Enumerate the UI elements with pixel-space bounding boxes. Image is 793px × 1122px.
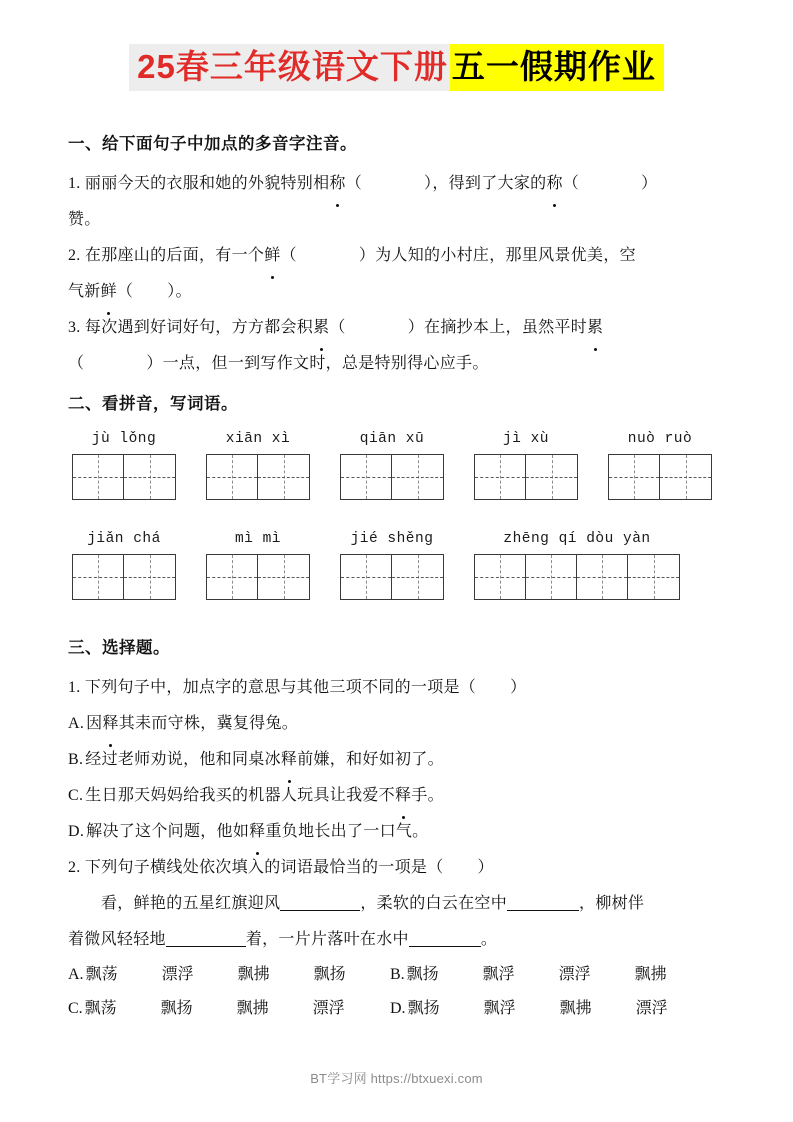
section-1-question-2-cont: 气新鲜（ ）。 bbox=[68, 274, 728, 310]
q2-option-d-word-3: 飘拂 bbox=[559, 1000, 592, 1018]
section-1-heading: 一、给下面句子中加点的多音字注音。 bbox=[68, 134, 357, 153]
section-3-question-1-stem bbox=[68, 670, 728, 706]
q2-emphasis-char-2: 鲜 bbox=[101, 274, 117, 310]
q2-option-b-word-2: 飘浮 bbox=[482, 966, 515, 984]
grid-cell[interactable] bbox=[73, 555, 124, 599]
pinyin-label-3: qiān xū bbox=[359, 431, 425, 447]
q2-option-b-word-4: 飘拂 bbox=[634, 966, 667, 984]
section-2-heading: 二、看拼音，写词语。 bbox=[68, 394, 238, 414]
grid-cell[interactable] bbox=[628, 555, 679, 599]
writing-grid-2[interactable] bbox=[206, 454, 310, 500]
grid-cell[interactable] bbox=[475, 455, 526, 499]
q2-option-a-word-2: 漂浮 bbox=[161, 966, 194, 984]
q2-passage-a: 看，鲜艳的五星红旗迎风 bbox=[101, 895, 281, 913]
grid-cell[interactable] bbox=[526, 455, 577, 499]
q2-passage-f: 。 bbox=[480, 931, 498, 949]
option-d-pre: 解决了这个问题，他如 bbox=[86, 823, 250, 841]
q1-emphasis-char-2: 称 bbox=[546, 166, 562, 202]
pinyin-grid-7 bbox=[206, 530, 310, 600]
pinyin-grid-5 bbox=[608, 430, 712, 500]
q2-passage-b: ，柔软的白云在空中 bbox=[360, 895, 508, 913]
q2-option-b-word-1: 飘扬 bbox=[406, 966, 439, 984]
q3-text-a: 3. 每次遇到好词好句，方方都会积 bbox=[68, 319, 314, 337]
writing-grid-4[interactable] bbox=[474, 454, 578, 500]
writing-grid-7[interactable] bbox=[206, 554, 310, 600]
section-3-q2-options-row-2 bbox=[68, 992, 728, 1026]
q1-text-a: 1. 丽丽今天的衣服和她的外貌特别相 bbox=[68, 175, 330, 193]
pinyin-grid-4 bbox=[474, 430, 578, 500]
q2-text-a: 2. 在那座山的后面，有一个 bbox=[68, 247, 265, 265]
q2-option-b-word-3: 漂浮 bbox=[558, 966, 591, 984]
pinyin-grid-3 bbox=[340, 430, 444, 500]
writing-grid-5[interactable] bbox=[608, 454, 712, 500]
q2-option-d-word-1: 飘扬 bbox=[407, 1000, 440, 1018]
q2-text-c: 气新 bbox=[68, 283, 101, 301]
grid-cell[interactable] bbox=[124, 555, 175, 599]
section-3-q2-passage-line-1 bbox=[68, 886, 728, 922]
q2-option-d-word-4: 漂浮 bbox=[635, 1000, 668, 1018]
pinyin-label-6: jiǎn chá bbox=[87, 531, 161, 547]
option-b-post: 前嫌，和好如初了。 bbox=[297, 751, 444, 769]
option-b-emphasis-char: 释 bbox=[281, 742, 297, 778]
q2-option-c-word-1: 飘荡 bbox=[84, 1000, 117, 1018]
pinyin-label-7: mì mì bbox=[234, 531, 281, 547]
grid-cell[interactable] bbox=[392, 555, 443, 599]
title-red-segment: 25春三年级语文下册 bbox=[129, 44, 450, 91]
q3-text-b: ）在摘抄本上，虽然平时 bbox=[407, 319, 588, 337]
q3-emphasis-char-2: 累 bbox=[587, 310, 603, 346]
section-3-q1-option-c[interactable] bbox=[68, 778, 728, 814]
pinyin-grid-6 bbox=[72, 530, 176, 600]
option-a-emphasis-char: 释 bbox=[102, 706, 118, 742]
q2-option-label-b: B. bbox=[390, 966, 405, 984]
grid-cell[interactable] bbox=[73, 455, 124, 499]
section-3-q1-option-b[interactable] bbox=[68, 742, 728, 778]
grid-cell[interactable] bbox=[660, 455, 711, 499]
option-label-b: B. bbox=[68, 751, 84, 769]
q2-emphasis-char-1: 鲜 bbox=[264, 238, 280, 274]
q2-option-a-word-4: 飘扬 bbox=[313, 966, 346, 984]
q2-option-label-c: C. bbox=[68, 1000, 83, 1018]
grid-cell[interactable] bbox=[258, 555, 309, 599]
fill-blank-1[interactable] bbox=[280, 910, 360, 911]
pinyin-grid-1 bbox=[72, 430, 176, 500]
q2-option-a-word-3: 飘拂 bbox=[237, 966, 270, 984]
q2-passage-e: 着，一片片落叶在水中 bbox=[245, 931, 409, 949]
grid-cell[interactable] bbox=[341, 455, 392, 499]
q2-option-a-word-1: 飘荡 bbox=[85, 966, 118, 984]
section-1-question-3-cont: （ ）一点，但一到写作文时，总是特别得心应手。 bbox=[68, 355, 489, 373]
option-c-pre: 生日那天妈妈给我买的机器人玩具让我爱不 bbox=[85, 787, 395, 805]
writing-grid-1[interactable] bbox=[72, 454, 176, 500]
writing-grid-3[interactable] bbox=[340, 454, 444, 500]
section-3-q1-option-a[interactable] bbox=[68, 706, 728, 742]
grid-cell[interactable] bbox=[124, 455, 175, 499]
grid-cell[interactable] bbox=[577, 555, 628, 599]
fill-blank-4[interactable] bbox=[409, 946, 481, 947]
section-3-q2-options-row-1 bbox=[68, 958, 728, 992]
q2-option-d-word-2: 飘浮 bbox=[483, 1000, 516, 1018]
q1-text-c: ） bbox=[641, 175, 658, 193]
title-highlight-segment: 五一假期作业 bbox=[450, 44, 664, 91]
pinyin-label-8: jié shěng bbox=[350, 531, 434, 547]
q2-passage-d: 着微风轻轻地 bbox=[68, 931, 166, 949]
grid-cell[interactable] bbox=[207, 555, 258, 599]
section-3-q2-option-b[interactable] bbox=[390, 958, 712, 992]
section-3-question-2-stem bbox=[68, 850, 728, 886]
grid-cell[interactable] bbox=[526, 555, 577, 599]
section-3-q2-passage-line-2 bbox=[68, 922, 728, 958]
grid-cell[interactable] bbox=[207, 455, 258, 499]
section-3-q2-option-c[interactable] bbox=[68, 992, 390, 1026]
q1-text-b: ），得到了大家的 bbox=[424, 175, 547, 193]
section-3-body bbox=[68, 636, 728, 1026]
pinyin-label-5: nuò ruò bbox=[627, 431, 693, 447]
grid-cell[interactable] bbox=[475, 555, 526, 599]
pinyin-grid-2 bbox=[206, 430, 310, 500]
page-title bbox=[0, 44, 793, 91]
grid-cell[interactable] bbox=[609, 455, 660, 499]
pinyin-grid-8 bbox=[340, 530, 444, 600]
pinyin-label-4: jì xù bbox=[502, 431, 549, 447]
q2-option-label-d: D. bbox=[390, 1000, 406, 1018]
section-1-question-2: 2. 在那座山的后面，有一个鲜（ ）为人知的小村庄，那里风景优美，空 bbox=[68, 238, 728, 274]
fill-blank-2[interactable] bbox=[507, 910, 579, 911]
pinyin-label-9: zhēng qí dòu yàn bbox=[503, 531, 651, 547]
q2-text-d: ）。 bbox=[167, 283, 192, 301]
pinyin-label-1: jù lǒng bbox=[91, 431, 157, 447]
q1-stem-text: 1. 下列句子中，加点字的意思与其他三项不同的一项是（ bbox=[68, 679, 477, 697]
option-a-pre: 因 bbox=[86, 715, 103, 733]
grid-cell[interactable] bbox=[258, 455, 309, 499]
q1-emphasis-char-1: 称 bbox=[329, 166, 345, 202]
option-c-post: 手。 bbox=[411, 787, 444, 805]
q2-option-c-word-3: 飘拂 bbox=[236, 1000, 269, 1018]
q2-stem-text: 2. 下列句子横线处依次填入的词语最恰当的一项是（ bbox=[68, 859, 444, 877]
pinyin-label-2: xiān xì bbox=[225, 431, 291, 447]
q2-option-label-a: A. bbox=[68, 966, 84, 984]
option-d-emphasis-char: 释 bbox=[249, 814, 265, 850]
section-1-question-1-cont: 赞。 bbox=[68, 211, 101, 229]
section-3-q2-option-a[interactable] bbox=[68, 958, 390, 992]
q2-option-c-word-2: 飘扬 bbox=[160, 1000, 193, 1018]
option-label-c: C. bbox=[68, 787, 84, 805]
option-label-a: A. bbox=[68, 715, 85, 733]
option-c-emphasis-char: 释 bbox=[395, 778, 411, 814]
q2-stem-close: ） bbox=[477, 859, 494, 877]
option-label-d: D. bbox=[68, 823, 85, 841]
option-d-post: 重负地长出了一口气。 bbox=[265, 823, 429, 841]
writing-grid-8[interactable] bbox=[340, 554, 444, 600]
q3-text-c: ）一点，但一到写作文时，总是特别得心应手。 bbox=[146, 355, 489, 373]
q1-stem-close: ） bbox=[510, 679, 527, 697]
fill-blank-3[interactable] bbox=[166, 946, 246, 947]
option-b-pre: 经过老师劝说，他和同桌冰 bbox=[85, 751, 281, 769]
q2-text-b: ）为人知的小村庄，那里风景优美，空 bbox=[358, 247, 636, 265]
q3-emphasis-char-1: 累 bbox=[313, 310, 329, 346]
section-1-question-1: 1. 丽丽今天的衣服和她的外貌特别相称（ ），得到了大家的称（ ） bbox=[68, 166, 728, 202]
section-3-heading: 三、选择题。 bbox=[68, 638, 170, 657]
section-3-q2-option-d[interactable] bbox=[390, 992, 712, 1026]
section-3-q1-option-d[interactable] bbox=[68, 814, 728, 850]
pinyin-grid-9 bbox=[474, 530, 680, 600]
option-a-post: 其耒而守株，冀复得兔。 bbox=[118, 715, 299, 733]
worksheet-body bbox=[68, 132, 728, 426]
q2-passage-c: ，柳树伴 bbox=[579, 895, 645, 913]
writing-grid-9[interactable] bbox=[474, 554, 680, 600]
q2-option-c-word-4: 漂浮 bbox=[312, 1000, 345, 1018]
grid-cell[interactable] bbox=[392, 455, 443, 499]
footer-watermark: BT学习网 https://btxuexi.com bbox=[310, 1071, 483, 1086]
section-1-question-3: 3. 每次遇到好词好句，方方都会积累（ ）在摘抄本上，虽然平时累 bbox=[68, 310, 728, 346]
grid-cell[interactable] bbox=[341, 555, 392, 599]
writing-grid-6[interactable] bbox=[72, 554, 176, 600]
